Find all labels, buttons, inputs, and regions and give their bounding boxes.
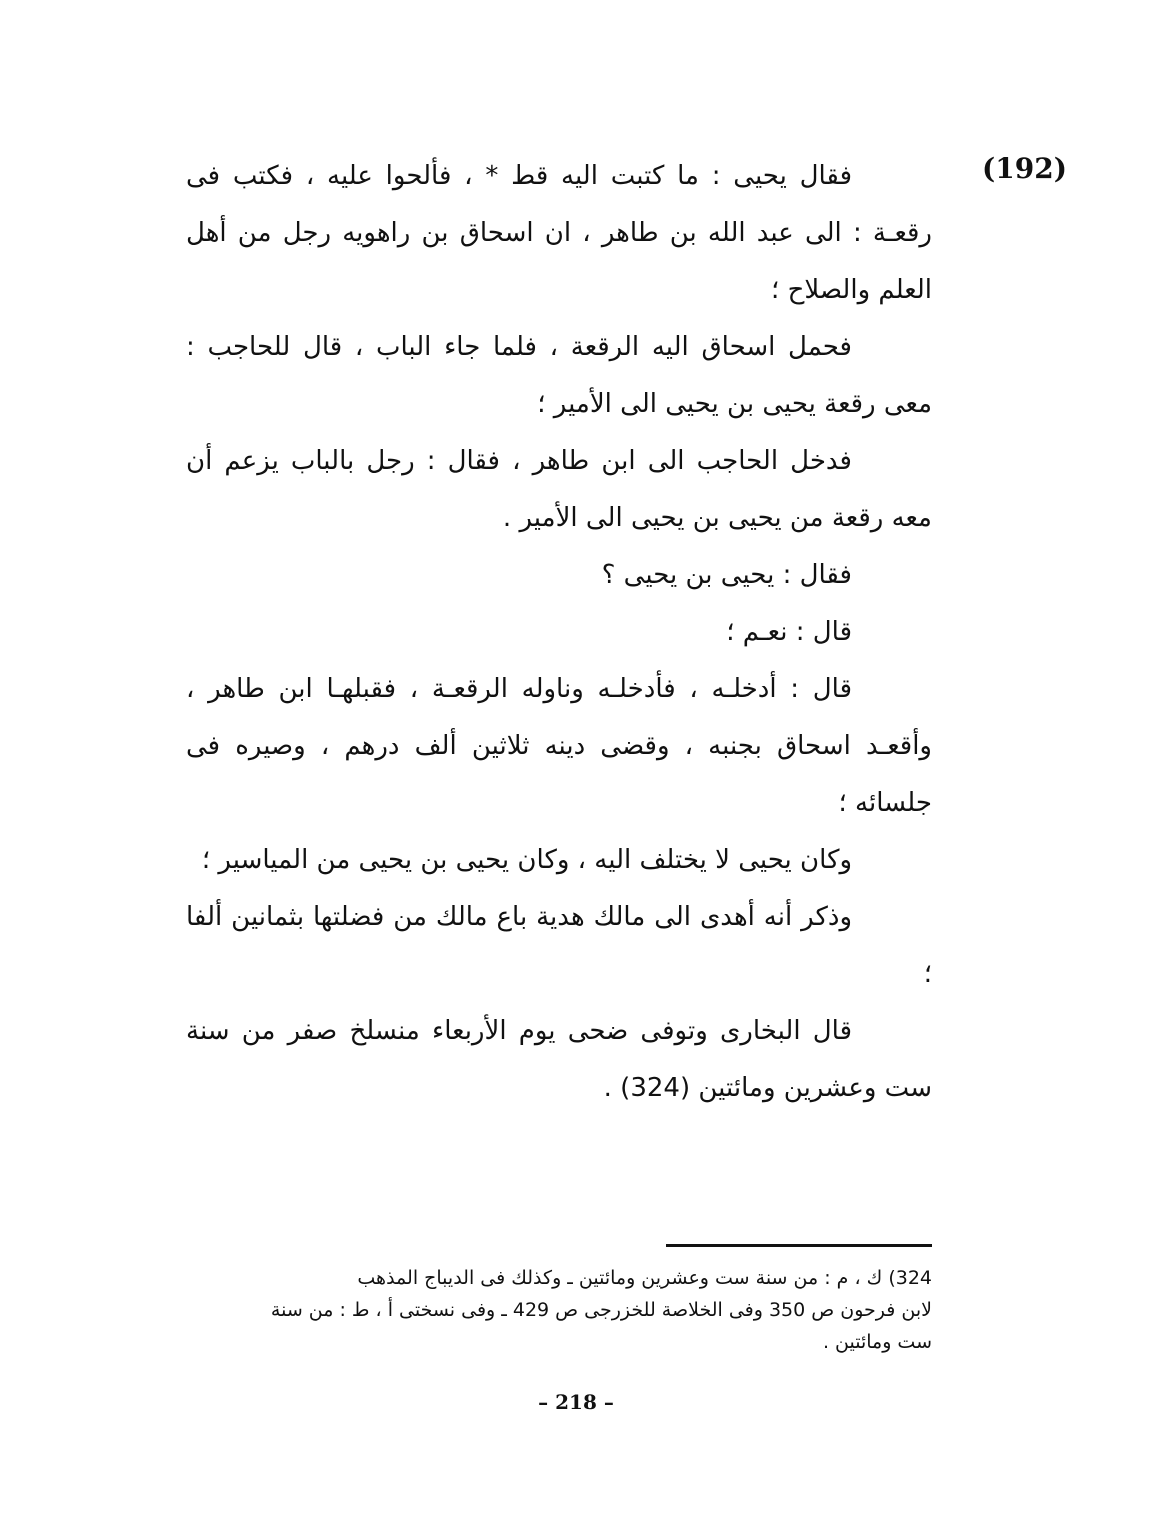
footnote-line-2: لابن فرحون ص 350 وفى الخلاصة للخزرجى ص 429 ـ وفى نسختى أ ، ط : من سنة: [270, 1299, 932, 1321]
main-text: [186, 148, 932, 1117]
paragraph-8: وذكر أنه أهدى الى مالك هدية باع مالك من فضلتها بثمانين ألفا ؛: [186, 902, 932, 989]
paragraph-6: قال : أدخلـه ، فأدخلـه وناوله الرقعـة ، فقبلهـا ابن طاهر ، وأقعـد اسحاق بجنبه ، وقضى دينه ثلاثين ألف درهم ، وصيره فى جلسائه ؛: [186, 674, 932, 818]
footnote-line-1: 324) ك ، م : من سنة ست وعشرين ومائتين ـ وكذلك فى الديباج المذهب: [357, 1267, 932, 1289]
paragraph-3: فدخل الحاجب الى ابن طاهر ، فقال : رجل بالباب يزعم أن معه رقعة من يحيى بن يحيى الى الأمير .: [186, 446, 932, 533]
paragraph-5: قال : نعـم ؛: [726, 617, 852, 647]
footnote-divider: [666, 1244, 932, 1247]
paragraph-9: قال البخارى وتوفى ضحى يوم الأربعاء منسلخ صفر من سنة ست وعشرين ومائتين (324) .: [186, 1016, 932, 1103]
margin-number: (192): [982, 152, 1067, 185]
page-number: – 218 –: [538, 1390, 614, 1414]
footnote-line-3: ست ومائتين .: [822, 1331, 932, 1353]
paragraph-4: فقال : يحيى بن يحيى ؟: [601, 560, 852, 590]
footnotes: [186, 1262, 932, 1358]
paragraph-2: فحمل اسحاق اليه الرقعة ، فلما جاء الباب ، قال للحاجب : معى رقعة يحيى بن يحيى الى الأمير ؛: [186, 332, 932, 419]
paragraph-1: فقال يحيى : ما كتبت اليه قط * ، فألحوا عليه ، فكتب فى رقعـة : الى عبد الله بن طاهر ، ان اسحاق بن راهويه رجل من أهل العلم والصلاح ؛: [186, 161, 932, 305]
paragraph-7: وكان يحيى لا يختلف اليه ، وكان يحيى بن يحيى من المياسير ؛: [201, 845, 852, 875]
